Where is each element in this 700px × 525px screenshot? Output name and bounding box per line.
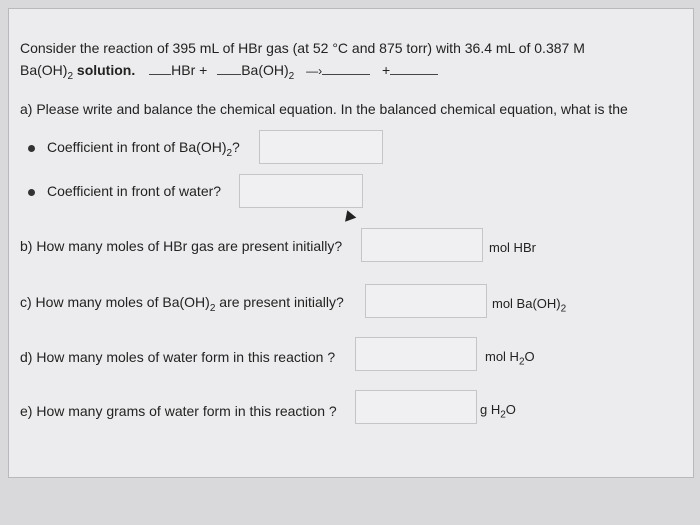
coefficient-water-input[interactable] bbox=[239, 174, 363, 208]
part-a-q1: Coefficient in front of $Ba(OH)_2$? bbox=[28, 139, 240, 159]
part-d-prompt: d) How many moles of water form in this reaction ? bbox=[20, 349, 336, 365]
eq-plus: + bbox=[382, 62, 391, 78]
bullet-icon bbox=[28, 145, 35, 152]
intro-line-1: Consider the reaction of 395 mL of HBr gas (at 52 °C and 875 torr) with 36.4 mL of 0.387 M bbox=[20, 40, 585, 56]
part-e-prompt: e) How many grams of water form in this reaction ? bbox=[20, 403, 337, 419]
eq-hbr: HBr + bbox=[171, 62, 208, 78]
part-a-prompt: a) Please write and balance the chemical equation. In the balanced chemical equation, what is the bbox=[20, 101, 628, 117]
moles-hbr-unit: mol HBr bbox=[489, 240, 536, 255]
moles-water-input[interactable] bbox=[355, 337, 477, 371]
grams-water-input[interactable] bbox=[355, 390, 477, 424]
bullet-icon bbox=[28, 189, 35, 196]
blank-hbr-coefficient bbox=[149, 62, 171, 75]
blank-baoh2-coefficient bbox=[217, 62, 241, 75]
coefficient-baoh2-input[interactable] bbox=[259, 130, 383, 164]
blank-product-1 bbox=[322, 62, 370, 75]
reaction-arrow: —› bbox=[306, 64, 323, 78]
moles-water-unit: mol $H_2O$ bbox=[485, 349, 535, 368]
intro-line-2 bbox=[20, 62, 438, 82]
moles-hbr-input[interactable] bbox=[361, 228, 483, 262]
moles-baoh2-input[interactable] bbox=[365, 284, 487, 318]
part-c-prompt: c) How many moles of $Ba(OH)_2$ are present initially? bbox=[20, 294, 344, 314]
part-b-prompt: b) How many moles of HBr gas are present initially? bbox=[20, 238, 343, 254]
grams-water-unit: g $H_2O$ bbox=[480, 402, 516, 421]
eq-baoh2: $Ba(OH)_2$ bbox=[241, 62, 295, 82]
baoh2-formula: $Ba(OH)_2$ bbox=[20, 62, 74, 82]
moles-baoh2-unit: mol $Ba(OH)_2$ bbox=[492, 296, 567, 315]
solution-label: solution. bbox=[73, 62, 136, 78]
blank-product-2 bbox=[390, 62, 438, 75]
part-a-q2: Coefficient in front of water? bbox=[28, 183, 221, 199]
